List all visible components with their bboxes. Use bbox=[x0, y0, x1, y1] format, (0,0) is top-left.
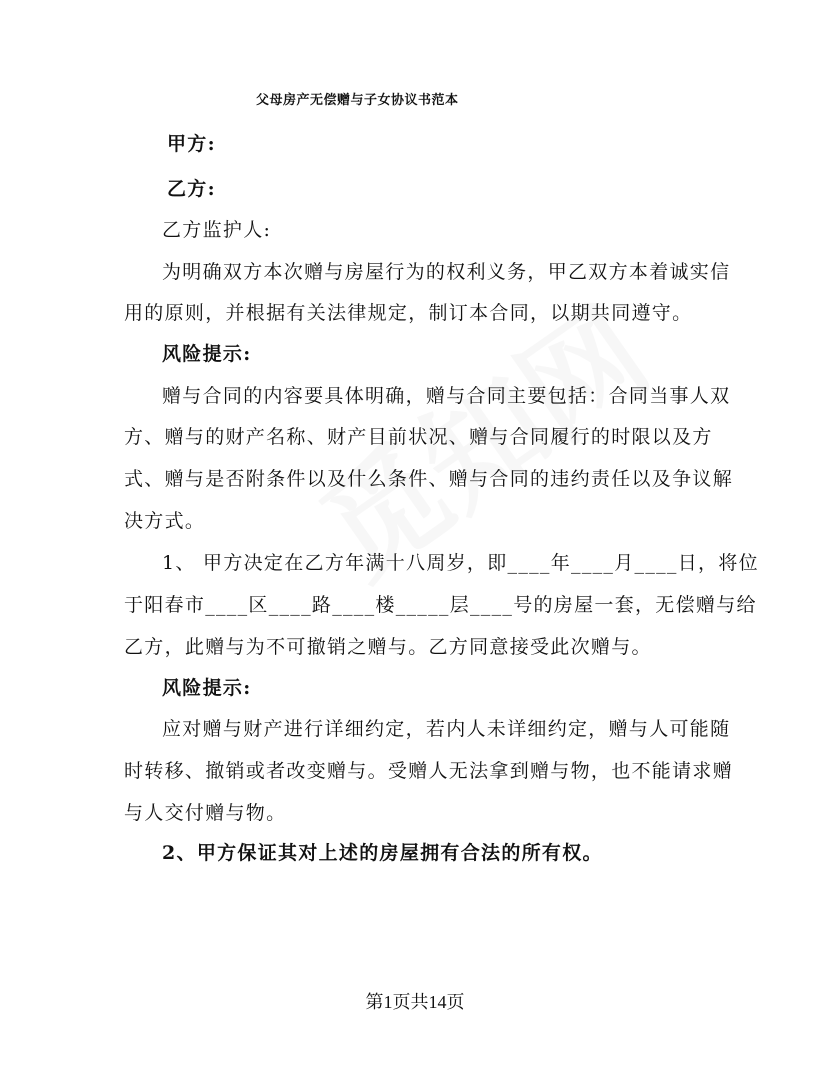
paragraph-line: 决方式。 bbox=[124, 510, 206, 532]
party-a-label: 甲方: bbox=[167, 133, 216, 155]
guardian-label: 乙方监护人: bbox=[162, 219, 272, 241]
clause-2-line: 2、甲方保证其对上述的房屋拥有合法的所有权。 bbox=[162, 842, 603, 864]
paragraph-line: 式、赠与是否附条件以及什么条件、赠与合同的违约责任以及争议解 bbox=[124, 468, 734, 490]
paragraph-line: 为明确双方本次赠与房屋行为的权利义务，甲乙双方本着诚实信 bbox=[162, 261, 731, 283]
party-b-label: 乙方: bbox=[167, 178, 216, 200]
paragraph-line: 赠与合同的内容要具体明确，赠与合同主要包括：合同当事人双 bbox=[162, 385, 731, 407]
clause-1-line: 乙方，此赠与为不可撤销之赠与。乙方同意接受此次赠与。 bbox=[124, 636, 652, 658]
page-number: 第1页共14页 bbox=[365, 992, 465, 1012]
clause-1-line: 1、 甲方决定在乙方年满十八周岁，即____年____月____日，将位 bbox=[162, 552, 759, 574]
document-title: 父母房产无偿赠与子女协议书范本 bbox=[256, 93, 459, 108]
risk-heading: 风险提示: bbox=[162, 677, 252, 699]
paragraph-line: 用的原则，并根据有关法律规定，制订本合同，以期共同遵守。 bbox=[124, 302, 693, 324]
paragraph-line: 时转移、撤销或者改变赠与。受赠人无法拿到赠与物，也不能请求赠 bbox=[124, 760, 734, 782]
clause-1-line: 于阳春市____区____路____楼_____层____号的房屋一套，无偿赠与给 bbox=[124, 594, 757, 616]
paragraph-line: 应对赠与财产进行详细约定，若内人未详细约定，赠与人可能随 bbox=[162, 718, 731, 740]
risk-heading: 风险提示: bbox=[162, 343, 252, 365]
paragraph-line: 方、赠与的财产名称、财产目前状况、赠与合同履行的时限以及方 bbox=[124, 426, 713, 448]
paragraph-line: 与人交付赠与物。 bbox=[124, 802, 287, 824]
